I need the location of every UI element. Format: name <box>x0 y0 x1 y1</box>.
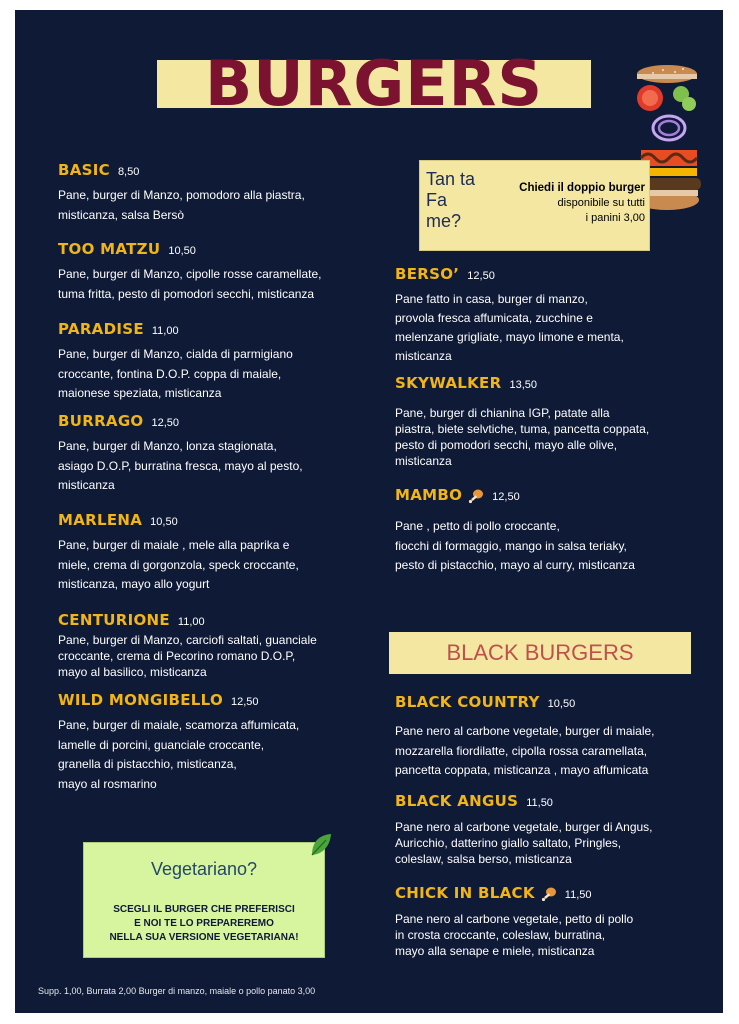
item-desc-line: misticanza, salsa Bersò <box>58 207 185 222</box>
black-burgers-title: BLACK BURGERS <box>446 640 634 665</box>
item-desc-line: provola fresca affumicata, zucchine e <box>395 311 593 325</box>
item-desc-line: pancetta coppata, misticanza , mayo affumicata <box>395 763 649 778</box>
menu-item-berso <box>395 264 624 366</box>
item-desc-line: Pane, burger di Manzo, pomodoro alla piastra, <box>58 188 305 202</box>
item-price: 10,50 <box>547 698 576 710</box>
item-desc-line: asiago D.O.P, burratina fresca, mayo al pesto, <box>58 458 303 473</box>
item-desc-line: granella di pistacchio, misticanza, <box>58 757 237 772</box>
item-price: 11,50 <box>526 797 553 809</box>
double-burger-promo <box>419 160 650 251</box>
item-price: 11,00 <box>177 616 205 628</box>
item-price: 11,50 <box>564 889 592 901</box>
item-name: TOO MATZU <box>58 240 161 258</box>
page-title: BURGERS <box>205 47 543 120</box>
menu-item-wild-mongibello <box>58 690 299 794</box>
item-desc-line: in crosta croccante, coleslaw, burratina, <box>395 928 606 942</box>
footnote-supplements: Supp. 1,00, Burrata 2,00 Burger di manzo, maiale o pollo panato 3,00 <box>38 986 316 996</box>
item-desc-line: miele, crema di gorgonzola, speck croccante, <box>58 557 299 572</box>
promo-right-text <box>519 181 645 226</box>
item-name: BLACK COUNTRY <box>395 693 540 711</box>
item-desc-line: pesto di pistacchio, mayo al curry, misticanza <box>395 558 635 573</box>
item-price: 13,50 <box>509 379 537 391</box>
promo-sub-line: i panini 3,00 <box>585 212 645 224</box>
promo-left-line: me? <box>426 211 462 231</box>
item-desc-line: maionese speziata, misticanza <box>58 386 222 401</box>
vegetarian-line: E NOI TE LO PREPAREREMO <box>134 918 274 929</box>
item-price: 12,50 <box>467 270 495 282</box>
menu-item-mambo <box>395 485 635 576</box>
promo-left-line: Tan ta <box>426 169 476 189</box>
item-desc-line: mozzarella fiordilatte, cipolla rossa caramellata, <box>395 743 648 758</box>
item-price: 8,50 <box>117 166 140 178</box>
item-desc-line: Pane, burger di Manzo, cialda di parmigiano <box>58 347 293 361</box>
item-desc-line: Pane, burger di Manzo, lonza stagionata, <box>58 439 277 453</box>
item-desc-line: mayo al basilico, misticanza <box>58 665 207 679</box>
item-name: BERSO’ <box>395 265 460 283</box>
chicken-leg-icon <box>468 488 484 504</box>
menu-item-black-country <box>395 692 655 781</box>
item-name: BURRAGO <box>58 412 144 430</box>
item-desc-line: Pane nero al carbone vegetale, burger di Angus, <box>395 820 653 834</box>
leaf-icon <box>309 832 333 858</box>
item-desc-line: misticanza, mayo allo yogurt <box>58 577 210 592</box>
item-name: BLACK ANGUS <box>395 792 519 810</box>
chicken-leg-icon <box>541 886 557 902</box>
promo-left-line: Fa <box>426 190 448 210</box>
menu-item-centurione <box>58 610 317 680</box>
menu-item-burrago <box>58 411 303 496</box>
menu-item-marlena <box>58 510 299 595</box>
item-name: CENTURIONE <box>58 611 170 629</box>
item-name: BASIC <box>58 161 110 179</box>
vegetarian-box <box>83 842 325 958</box>
item-desc-line: pesto di pomodori secchi, mayo alle olive, <box>395 438 618 452</box>
item-desc-line: Pane , petto di pollo croccante, <box>395 519 560 533</box>
item-desc-line: misticanza <box>58 478 115 493</box>
item-desc-line: mayo al rosmarino <box>58 776 157 791</box>
item-desc-line: Auricchio, datterino giallo saltato, Pringles, <box>395 836 622 850</box>
promo-sub-line: disponibile su tutti <box>557 197 645 209</box>
item-desc-line: Pane fatto in casa, burger di manzo, <box>395 292 588 306</box>
item-desc-line: Pane, burger di Manzo, cipolle rosse caramellate, <box>58 267 322 281</box>
item-desc-line: melenzane grigliate, mayo limone e menta, <box>395 330 624 344</box>
item-price: 12,50 <box>231 696 259 708</box>
menu-item-black-angus <box>395 791 653 867</box>
item-name: SKYWALKER <box>395 374 502 392</box>
menu-item-paradise <box>58 319 293 404</box>
item-name: PARADISE <box>58 320 144 338</box>
vegetarian-line: NELLA SUA VERSIONE VEGETARIANA! <box>109 932 299 943</box>
vegetarian-line: SCEGLI IL BURGER CHE PREFERISCI <box>113 904 295 915</box>
menu-item-chick-in-black <box>395 883 633 959</box>
item-desc-line: fiocchi di formaggio, mango in salsa teriaky, <box>395 538 627 553</box>
vegetarian-text <box>84 903 324 945</box>
item-desc-line: Pane, burger di Manzo, carciofi saltati, guanciale <box>58 633 317 647</box>
menu-item-too-matzu <box>58 239 321 304</box>
menu-page <box>15 10 723 1013</box>
item-desc-line: Pane nero al carbone vegetale, petto di pollo <box>395 912 634 926</box>
promo-headline: Chiedi il doppio burger <box>519 182 645 194</box>
item-desc-line: misticanza <box>395 454 452 468</box>
item-desc-line: tuma fritta, pesto di pomodori secchi, misticanza <box>58 286 315 301</box>
item-desc-line: croccante, crema di Pecorino romano D.O.P, <box>58 649 296 663</box>
item-desc-line: piastra, biete selvtiche, tuma, pancetta coppata, <box>395 422 650 436</box>
item-name: CHICK IN BLACK <box>395 884 535 902</box>
menu-item-basic <box>58 160 305 225</box>
item-name: WILD MONGIBELLO <box>58 691 223 709</box>
item-desc-line: Pane nero al carbone vegetale, burger di maiale, <box>395 724 655 738</box>
item-price: 12,50 <box>492 491 520 503</box>
item-desc-line: coleslaw, salsa berso, misticanza <box>395 852 572 866</box>
item-desc-line: Pane, burger di maiale , mele alla paprika e <box>58 538 290 552</box>
item-desc-line: mayo alla senape e miele, misticanza <box>395 944 595 958</box>
item-name: MAMBO <box>395 486 463 504</box>
item-price: 11,00 <box>151 325 179 337</box>
item-price: 12,50 <box>151 417 180 429</box>
item-desc-line: Pane, burger di maiale, scamorza affumicata, <box>58 718 300 732</box>
item-desc-line: lamelle di porcini, guanciale croccante, <box>58 737 265 752</box>
item-desc-line: croccante, fontina D.O.P. coppa di maiale, <box>58 366 282 381</box>
promo-left-text <box>426 169 475 232</box>
item-desc-line: Pane, burger di chianina IGP, patate alla <box>395 406 610 420</box>
item-price: 10,50 <box>168 245 196 257</box>
item-price: 10,50 <box>150 516 178 528</box>
menu-item-skywalker <box>395 373 649 469</box>
item-desc-line: misticanza <box>395 349 452 363</box>
item-name: MARLENA <box>58 511 143 529</box>
vegetarian-title: Vegetariano? <box>150 859 258 879</box>
